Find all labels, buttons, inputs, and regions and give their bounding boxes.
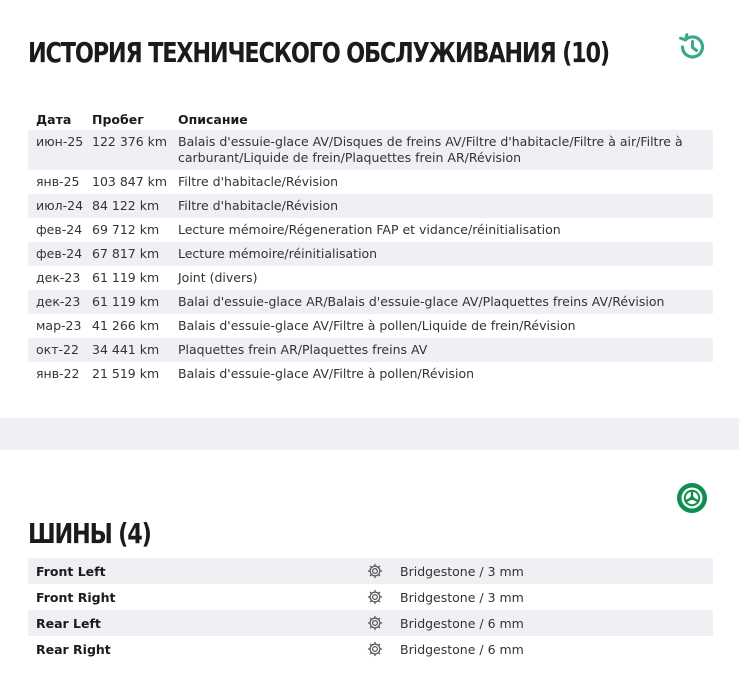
row-date: окт-22 [36, 342, 79, 357]
table-row [28, 266, 713, 290]
tire-row [28, 636, 713, 662]
tire-position: Front Left [36, 563, 106, 579]
tire-value: Bridgestone / 6 mm [400, 641, 524, 657]
tire-value: Bridgestone / 3 mm [400, 563, 524, 579]
row-date: мар-23 [36, 318, 82, 333]
table-row [28, 338, 713, 362]
maintenance-table [28, 110, 713, 386]
gear-icon [366, 562, 400, 580]
tire-position: Rear Left [36, 615, 101, 631]
row-mileage: 122 376 km [92, 134, 168, 149]
row-mileage: 21 519 km [92, 366, 160, 381]
column-header-date: Дата [36, 112, 72, 127]
tire-value: Bridgestone / 6 mm [400, 615, 524, 631]
row-date: июн-25 [36, 134, 84, 149]
gear-icon [366, 588, 400, 606]
row-mileage: 61 119 km [92, 294, 160, 309]
row-date: янв-25 [36, 174, 80, 189]
table-row [28, 170, 713, 194]
row-mileage: 41 266 km [92, 318, 160, 333]
row-mileage: 67 817 km [92, 246, 160, 261]
table-row [28, 218, 713, 242]
tire-row [28, 558, 713, 584]
row-mileage: 103 847 km [92, 174, 168, 189]
table-row [28, 362, 713, 386]
tire-position: Rear Right [36, 641, 111, 657]
row-description: Lecture mémoire/Régeneration FAP et vidance/réinitialisation [178, 222, 561, 237]
row-description: Balai d'essuie-glace AR/Balais d'essuie-glace AV/Plaquettes freins AV/Révision [178, 294, 665, 309]
tires-section [0, 450, 739, 691]
maintenance-rows [28, 130, 713, 386]
table-row [28, 194, 713, 218]
history-icon[interactable] [675, 30, 709, 64]
table-row [28, 130, 713, 170]
row-mileage: 34 441 km [92, 342, 160, 357]
row-description: Filtre d'habitacle/Révision [178, 174, 339, 189]
row-description: Balais d'essuie-glace AV/Filtre à pollen/Liquide de frein/Révision [178, 318, 576, 333]
row-date: янв-22 [36, 366, 80, 381]
table-header [28, 110, 713, 130]
row-date: фев-24 [36, 222, 83, 237]
tire-row [28, 610, 713, 636]
section-divider [0, 418, 739, 450]
gear-icon [366, 640, 400, 658]
row-date: фев-24 [36, 246, 83, 261]
table-row [28, 290, 713, 314]
row-mileage: 84 122 km [92, 198, 160, 213]
row-mileage: 69 712 km [92, 222, 160, 237]
row-description: Lecture mémoire/réinitialisation [178, 246, 378, 261]
column-header-mileage: Пробег [92, 112, 144, 127]
table-row [28, 242, 713, 266]
row-description: Filtre d'habitacle/Révision [178, 198, 339, 213]
row-date: дек-23 [36, 294, 81, 309]
tires-table [28, 558, 713, 662]
row-date: дек-23 [36, 270, 81, 285]
tire-icon[interactable] [675, 481, 709, 515]
tire-row [28, 584, 713, 610]
row-description: Joint (divers) [178, 270, 258, 285]
row-description: Balais d'essuie-glace AV/Disques de freins AV/Filtre d'habitacle/Filtre à air/Filtre à carburant/Liquide de frein/Plaquettes frein AR/Révision [178, 134, 683, 165]
tires-title: ШИНЫ (4) [28, 517, 151, 550]
tire-position: Front Right [36, 589, 116, 605]
row-description: Balais d'essuie-glace AV/Filtre à pollen/Révision [178, 366, 475, 381]
maintenance-title: ИСТОРИЯ ТЕХНИЧЕСКОГО ОБСЛУЖИВАНИЯ (10) [28, 36, 609, 69]
gear-icon [366, 614, 400, 632]
row-description: Plaquettes frein AR/Plaquettes freins AV [178, 342, 428, 357]
table-row [28, 314, 713, 338]
row-mileage: 61 119 km [92, 270, 160, 285]
column-header-description: Описание [178, 112, 248, 127]
row-date: июл-24 [36, 198, 84, 213]
tire-value: Bridgestone / 3 mm [400, 589, 524, 605]
